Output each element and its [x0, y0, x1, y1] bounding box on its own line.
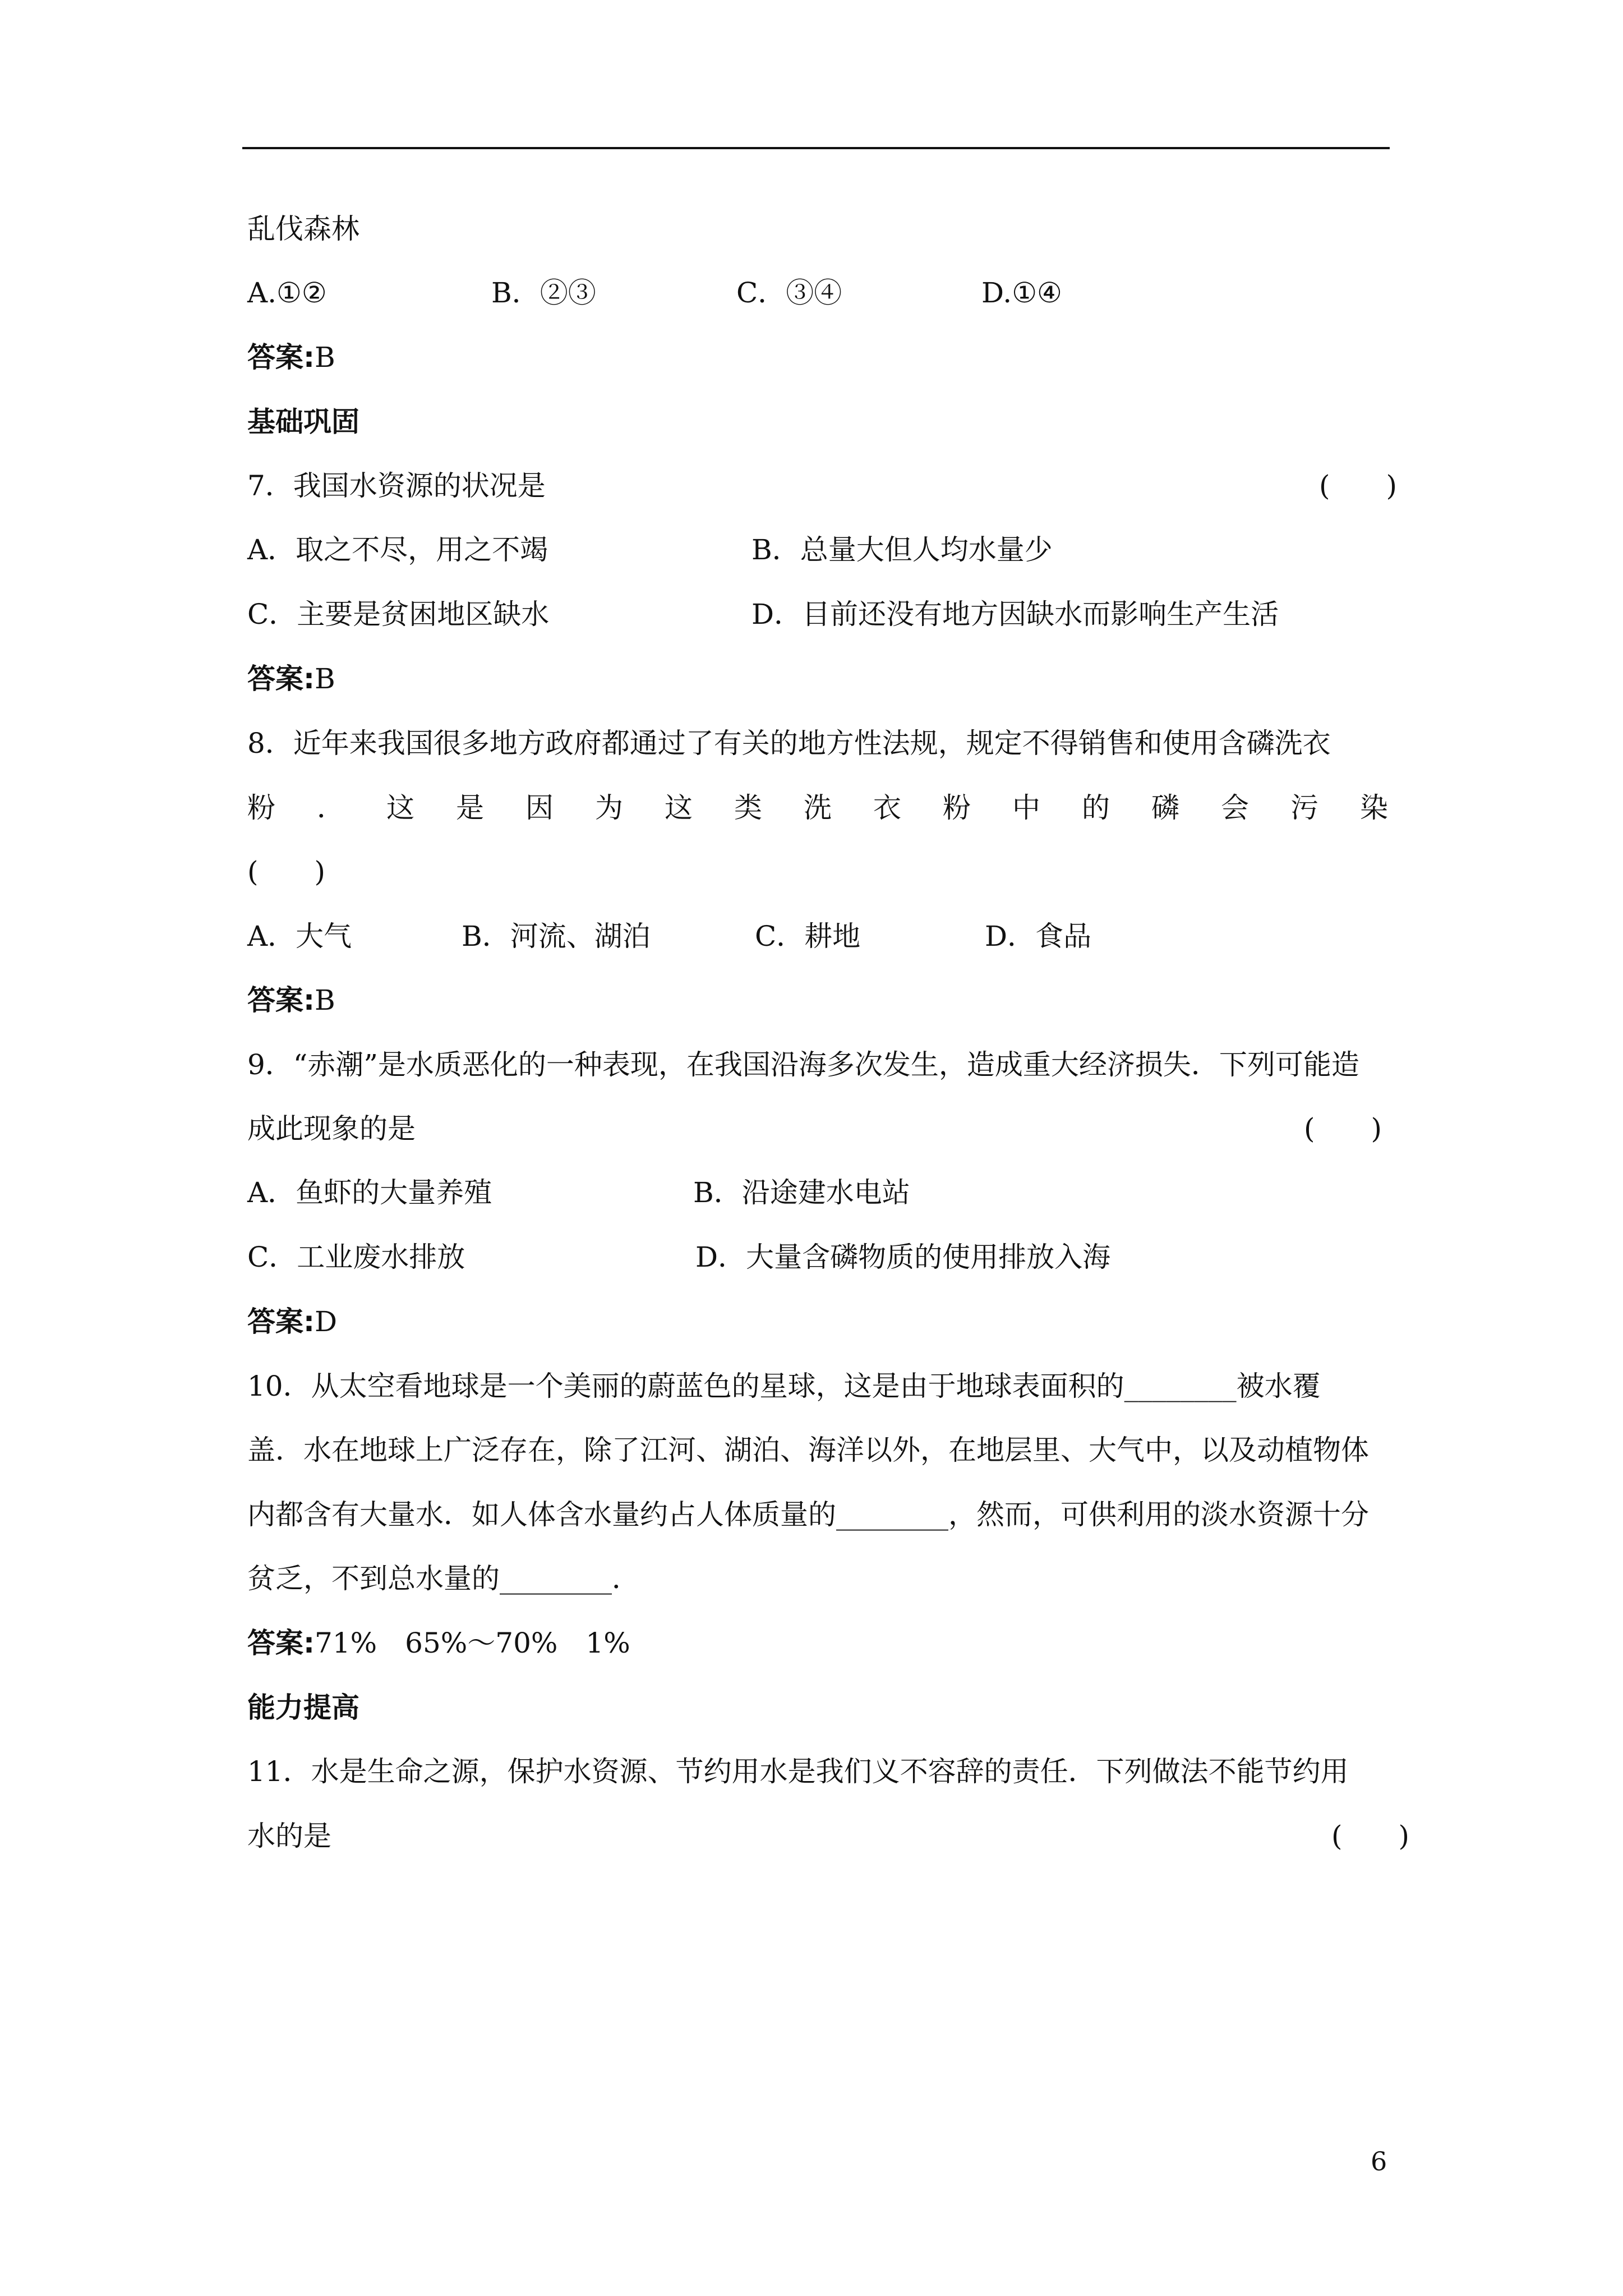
q6-option-d: D.①④ [981, 277, 1062, 309]
q9-option-c: C．工业废水排放 [247, 1241, 465, 1273]
q7-answer [247, 662, 335, 696]
answer-label: 答案: [247, 341, 315, 374]
q7-option-c: C．主要是贫困地区缺水 [247, 598, 550, 631]
q8-char: 污 [1290, 792, 1318, 824]
q8-char: 衣 [873, 792, 901, 824]
q8-char: 这 [386, 792, 414, 824]
q8-char: 这 [665, 792, 693, 824]
q8-char: 磷 [1151, 792, 1179, 824]
continued-text: 乱伐森林 [247, 213, 359, 245]
q8-stem-line2 [247, 791, 1388, 825]
header-rule [242, 147, 1390, 149]
q8-char: ． [317, 792, 345, 824]
q8-stem-line1: 8．近年来我国很多地方政府都通过了有关的地方性法规，规定不得销售和使用含磷洗衣 [247, 727, 1331, 760]
answer-label: 答案: [247, 984, 315, 1016]
answer-value: B [315, 662, 335, 695]
q8-char: 的 [1082, 792, 1110, 824]
q7-option-b: B．总量大但人均水量少 [751, 533, 1053, 566]
q7-option-a: A．取之不尽，用之不竭 [247, 533, 548, 566]
q8-option-b: B．河流、湖泊 [462, 920, 651, 953]
q7-answer-bracket: ( ) [1319, 470, 1398, 502]
q9-option-b: B．沿途建水电站 [693, 1176, 910, 1209]
q8-char: 洗 [804, 792, 832, 824]
answer-value: B [315, 341, 335, 374]
q8-answer [247, 983, 335, 1017]
q9-stem-line2: 成此现象的是 [247, 1112, 416, 1145]
q8-answer-bracket: ( ) [247, 855, 326, 888]
q9-option-a: A．鱼虾的大量养殖 [247, 1176, 492, 1209]
q9-answer [247, 1305, 337, 1338]
q8-char: 粉 [943, 792, 971, 824]
answer-value: 71% 65%～70% 1% [315, 1627, 630, 1659]
q8-option-d: D．食品 [985, 920, 1092, 953]
q10-stem-line3: 内都含有大量水．如人体含水量约占人体质量的________，然而，可供利用的淡水资源十分 [247, 1498, 1369, 1531]
q6-option-b: B．②③ [491, 277, 596, 309]
q9-option-d: D．大量含磷物质的使用排放入海 [695, 1241, 1111, 1273]
q10-answer [247, 1626, 630, 1660]
q8-char: 粉 [247, 792, 275, 824]
q10-stem-line2: 盖．水在地球上广泛存在，除了江河、湖泊、海洋以外，在地层里、大气中，以及动植物体 [247, 1434, 1369, 1466]
answer-label: 答案: [247, 1627, 315, 1659]
q8-char: 中 [1012, 792, 1040, 824]
section-heading-advanced: 能力提高 [247, 1691, 359, 1724]
q8-char: 为 [595, 792, 623, 824]
q8-char: 类 [734, 792, 762, 824]
q9-stem-line1: 9．“赤潮”是水质恶化的一种表现，在我国沿海多次发生，造成重大经济损失．下列可能造 [247, 1048, 1359, 1081]
q8-option-a: A．大气 [247, 920, 352, 953]
section-heading-basic: 基础巩固 [247, 406, 359, 438]
q11-stem-line1: 11．水是生命之源，保护水资源、节约用水是我们义不容辞的责任．下列做法不能节约用 [247, 1755, 1349, 1788]
q8-char: 因 [525, 792, 554, 824]
answer-value: D [315, 1305, 338, 1338]
q6-option-a: A.①② [247, 277, 327, 309]
q8-option-c: C．耕地 [755, 920, 861, 953]
q10-stem-line1: 10．从太空看地球是一个美丽的蔚蓝色的星球，这是由于地球表面积的________被水覆 [247, 1370, 1321, 1402]
q6-option-c: C．③④ [736, 277, 842, 309]
q7-option-d: D．目前还没有地方因缺水而影响生产生活 [751, 598, 1279, 631]
q8-char: 是 [456, 792, 484, 824]
q8-char: 会 [1221, 792, 1249, 824]
q7-stem: 7．我国水资源的状况是 [247, 470, 546, 502]
answer-value: B [315, 984, 335, 1016]
q9-answer-bracket: ( ) [1304, 1112, 1382, 1145]
answer-label: 答案: [247, 662, 315, 695]
q8-char: 染 [1360, 792, 1388, 824]
q6-answer [247, 341, 335, 374]
q11-answer-bracket: ( ) [1331, 1820, 1410, 1852]
q10-stem-line4: 贫乏，不到总水量的________． [247, 1562, 640, 1595]
answer-label: 答案: [247, 1305, 315, 1338]
page-number: 6 [1371, 2146, 1387, 2177]
q11-stem-line2: 水的是 [247, 1820, 331, 1852]
